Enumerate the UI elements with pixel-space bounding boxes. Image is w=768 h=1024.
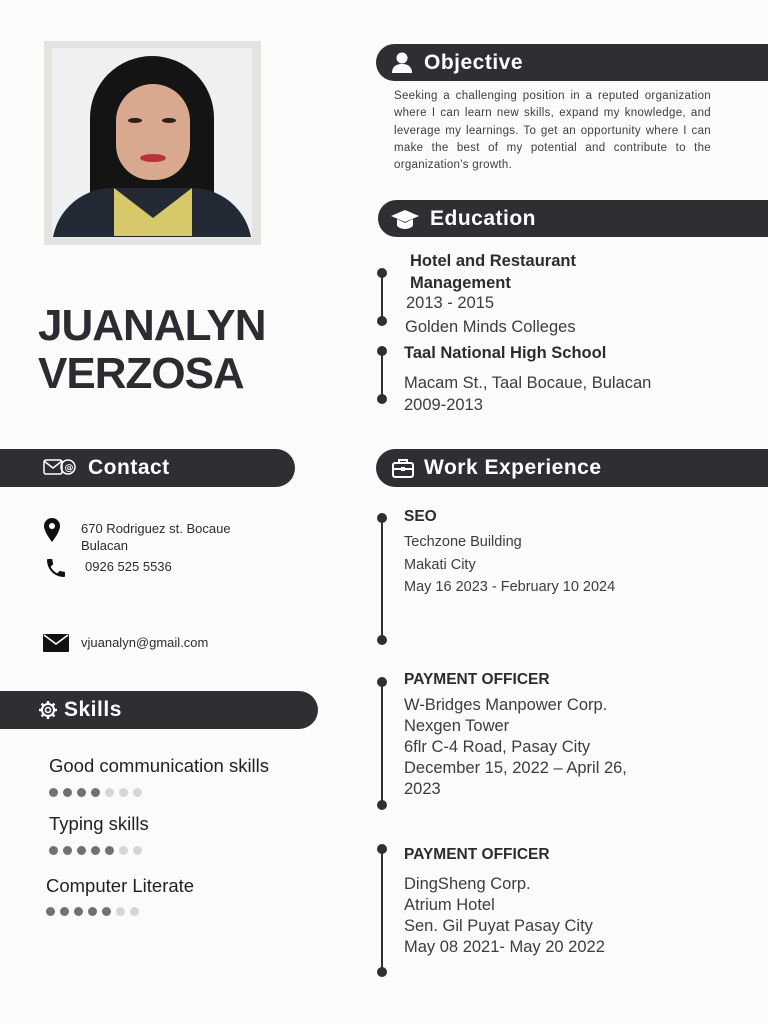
education-years: 2009-2013 [404,396,483,414]
rating-dot-filled [63,846,72,855]
contact-address: 670 Rodriguez st. Bocaue Bulacan [81,521,231,553]
rating-dot-filled [105,846,114,855]
rating-dot-empty [133,846,142,855]
work-timeline-line [381,682,383,805]
rating-dot-filled [49,788,58,797]
first-name: JUANALYN [38,301,266,350]
rating-dot-empty [119,846,128,855]
job-details: W-Bridges Manpower Corp. Nexgen Tower 6flr C-4 Road, Pasay City December 15, 2022 – April 26, 2023 [404,696,627,798]
skill-rating [49,846,142,855]
skill-label: Computer Literate [46,875,195,896]
skills-heading [0,691,318,729]
timeline-dot [377,800,387,810]
timeline-dot [377,268,387,278]
education-school: Golden Minds Colleges [405,318,576,336]
contact-heading-label: Contact [88,456,170,479]
timeline-dot [377,844,387,854]
svg-text:@: @ [64,463,74,474]
gear-icon [38,700,58,720]
rating-dot-filled [49,846,58,855]
rating-dot-filled [60,907,69,916]
rating-dot-filled [74,907,83,916]
objective-heading [376,44,768,81]
timeline-dot [377,513,387,523]
education-years: 2013 - 2015 [406,294,495,312]
education-timeline-line [381,351,383,399]
timeline-dot [377,635,387,645]
work-timeline-line [381,849,383,972]
phone-icon [43,556,69,585]
graduation-cap-icon [390,208,420,230]
timeline-dot [377,677,387,687]
education-heading [378,200,768,237]
skills-heading-label: Skills [64,698,122,721]
email-icon [43,634,69,657]
profile-photo-frame [44,41,261,245]
education-address: Macam St., Taal Bocaue, Bulacan [404,374,652,392]
timeline-dot [377,967,387,977]
skill-label: Typing skills [49,813,149,834]
objective-text: Seeking a challenging position in a reputed organization where I can learn new skills, expand my knowledge, and leverage my learnings. To get an opportunity where I can make the best of my potential and contribute to the organization's growth. [394,90,711,172]
rating-dot-filled [77,846,86,855]
work-experience-heading [376,449,768,487]
rating-dot-empty [119,788,128,797]
rating-dot-filled [102,907,111,916]
objective-heading-label: Objective [424,50,524,74]
rating-dot-filled [88,907,97,916]
job-details: DingSheng Corp. Atrium Hotel Sen. Gil Puyat Pasay City May 08 2021- May 20 2022 [404,875,605,956]
timeline-dot [377,346,387,356]
contact-heading [0,449,295,487]
location-pin-icon [44,518,60,547]
briefcase-icon [392,458,414,478]
work-timeline-line [381,518,383,640]
rating-dot-filled [77,788,86,797]
job-details: Techzone Building Makati City May 16 2023 - February 10 2024 [404,534,616,595]
contact-email-icon [42,456,78,480]
job-title: PAYMENT OFFICER [404,846,550,863]
skill-rating [49,788,142,797]
education-title: Taal National High School [404,344,607,362]
profile-photo [52,48,252,237]
full-name [38,302,266,398]
rating-dot-empty [130,907,139,916]
education-title: Hotel and Restaurant Management [410,252,576,292]
rating-dot-filled [46,907,55,916]
job-title: PAYMENT OFFICER [404,671,550,688]
rating-dot-empty [105,788,114,797]
rating-dot-filled [63,788,72,797]
timeline-dot [377,316,387,326]
skill-rating [46,907,139,916]
timeline-dot [377,394,387,404]
skill-label: Good communication skills [49,755,270,776]
job-title: SEO [404,508,437,525]
user-icon [390,52,414,74]
rating-dot-filled [91,846,100,855]
rating-dot-empty [133,788,142,797]
last-name: VERZOSA [38,349,244,398]
education-heading-label: Education [430,206,537,230]
contact-phone[interactable]: 0926 525 5536 [85,559,172,574]
contact-email[interactable]: vjuanalyn@gmail.com [81,635,209,650]
rating-dot-filled [91,788,100,797]
work-experience-heading-label: Work Experience [424,456,602,479]
education-timeline-line [381,273,383,321]
rating-dot-empty [116,907,125,916]
